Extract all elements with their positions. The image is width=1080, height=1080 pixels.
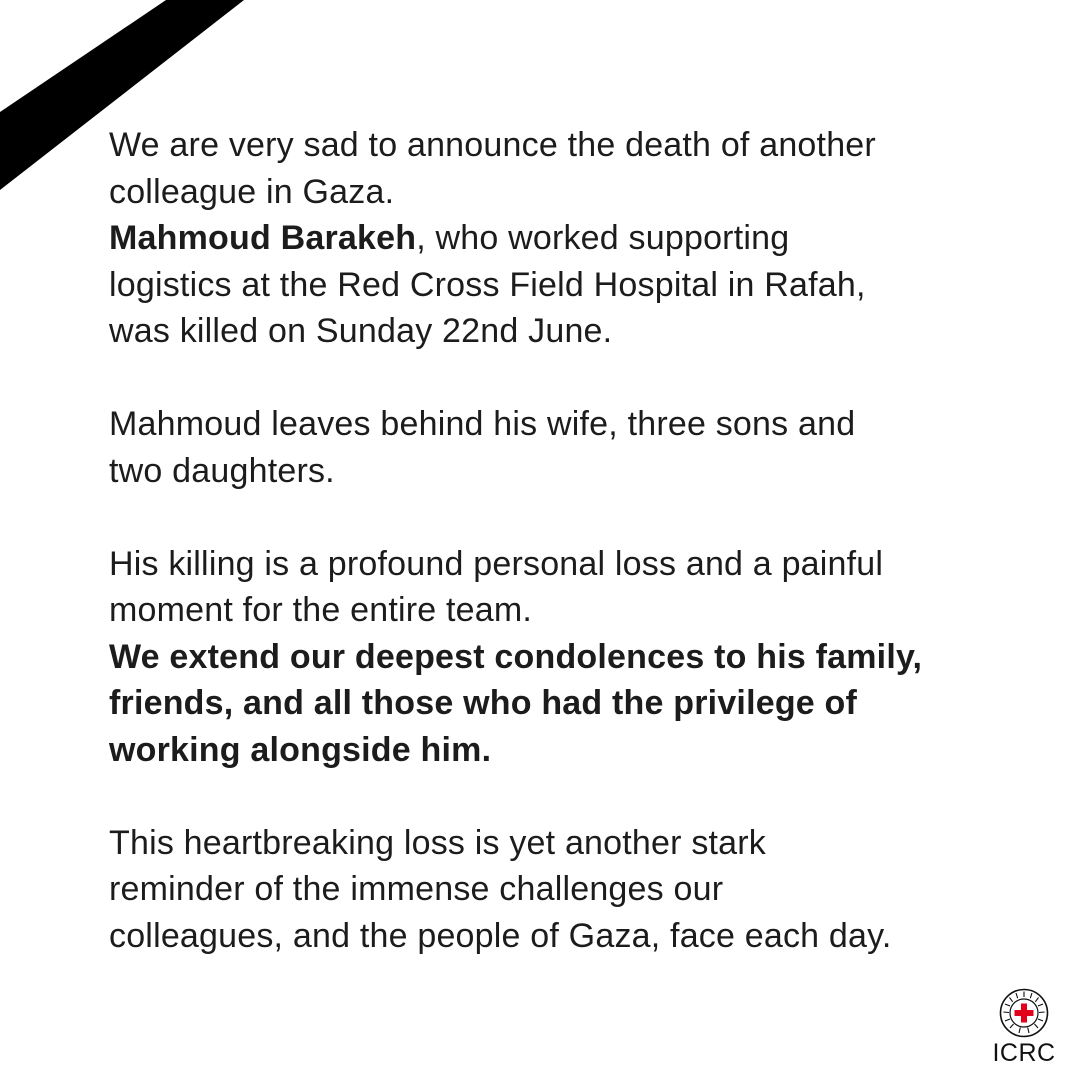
message-line: logistics at the Red Cross Field Hospital in Rafah, [109,265,866,304]
icrc-logo [988,988,1060,1068]
message-line: two daughters. [109,451,335,490]
message-line: colleagues, and the people of Gaza, face each day. [109,916,892,955]
condolence-line: working alongside him. [109,730,492,769]
paragraph-spacer [109,355,1009,402]
message-line: Mahmoud leaves behind his wife, three sons and [109,405,856,443]
icrc-logo-text: ICRC [992,1039,1056,1067]
message-line: This heartbreaking loss is yet another stark [109,823,766,862]
message-line: moment for the entire team. [109,591,533,629]
message-line: was killed on Sunday 22nd June. [109,312,613,350]
message-line: We are very sad to announce the death of another [109,126,876,164]
red-cross-emblem-icon [999,988,1049,1038]
paragraph-spacer [109,773,1009,820]
condolence-line: friends, and all those who had the privilege of [109,684,858,722]
condolence-line: We extend our deepest condolences to his family, [109,637,923,676]
colleague-name: Mahmoud Barakeh [109,219,417,257]
message-line: reminder of the immense challenges our [109,870,724,908]
paragraph-spacer [109,494,1009,541]
message-line [109,215,1009,262]
message-line: His killing is a profound personal loss and a painful [109,544,884,583]
message-fragment: , who worked supporting [416,219,790,257]
announcement-message [109,122,1009,959]
message-line: colleague in Gaza. [109,172,395,211]
